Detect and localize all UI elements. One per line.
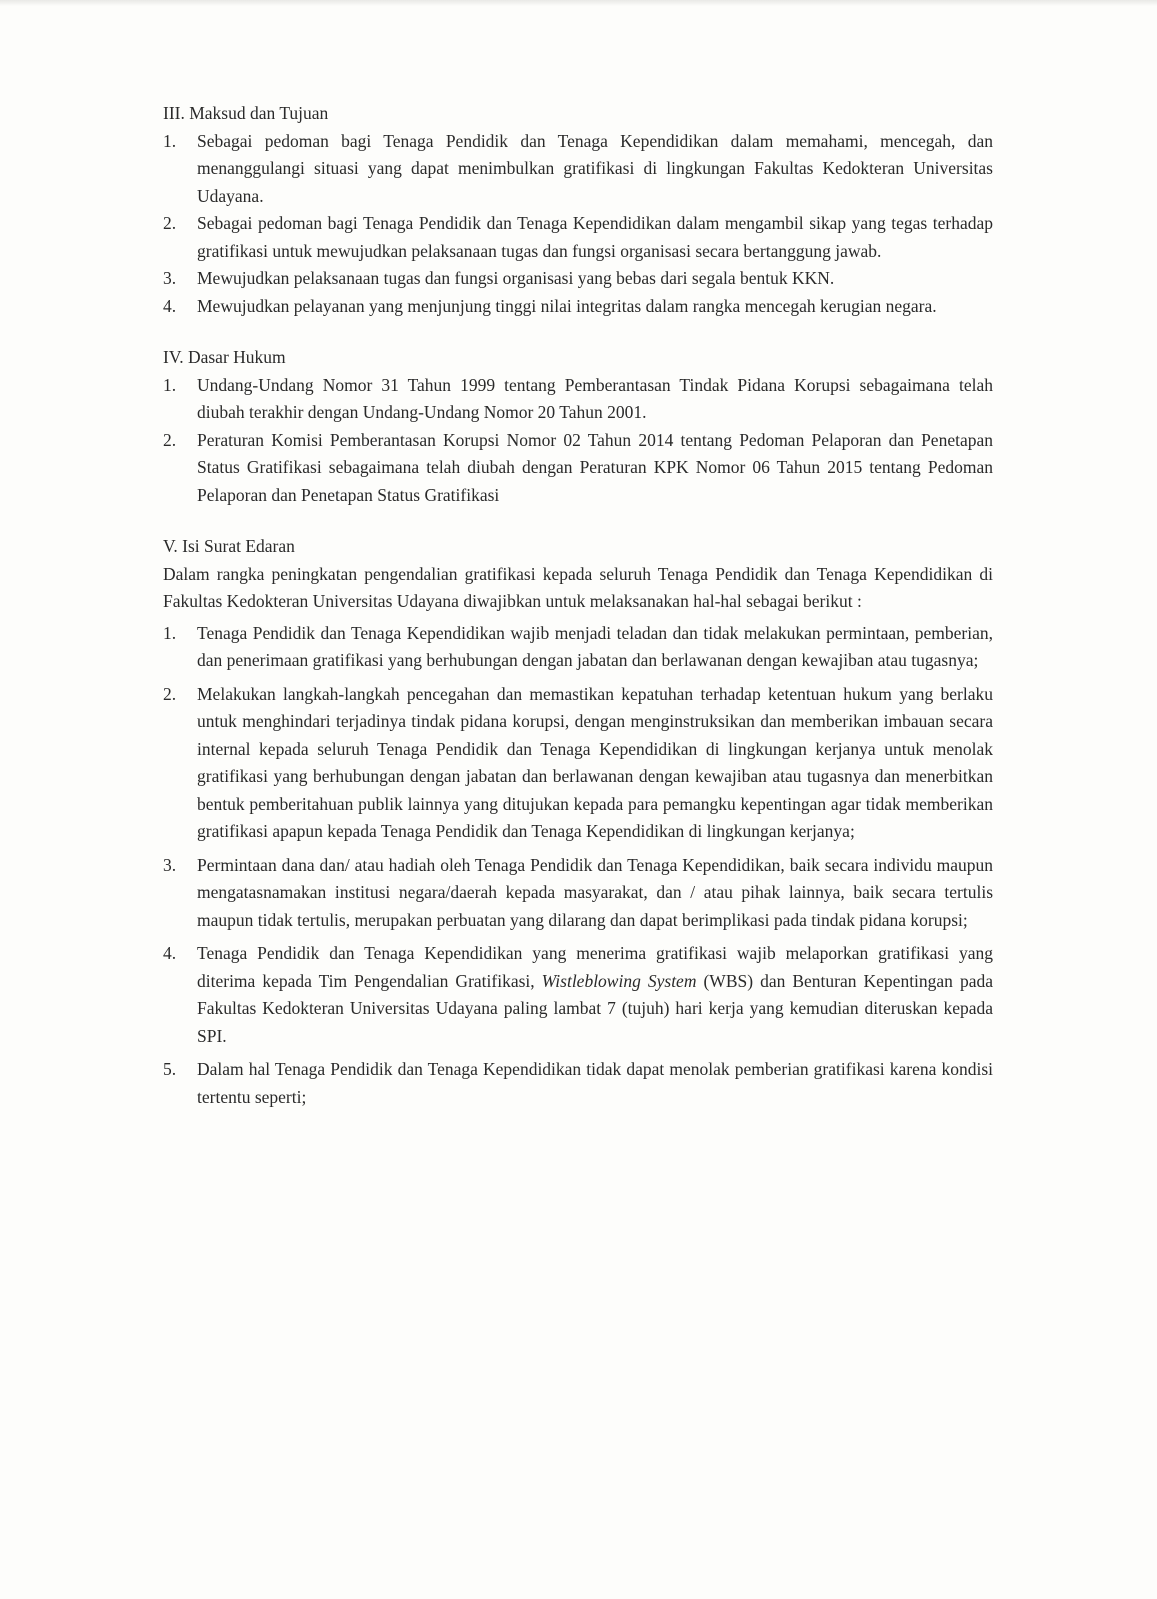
item-text: Dalam hal Tenaga Pendidik dan Tenaga Kependidikan tidak dapat menolak pemberian gratifikasi karena kondisi tertentu seperti; [197,1059,993,1107]
item-text: Sebagai pedoman bagi Tenaga Pendidik dan Tenaga Kependidikan dalam memahami, mencegah, dan menanggulangi situasi yang dapat menimbulkan gratifikasi di lingkungan Fakultas Kedokteran Universitas Udayana. [197,130,993,206]
item-text: Permintaan dana dan/ atau hadiah oleh Tenaga Pendidik dan Tenaga Kependidikan, baik secara individu maupun mengatasnamakan institusi negara/daerah kepada masyarakat, dan / atau pihak lainnya, baik secara tertulis maupun tidak tertulis, merupakan perbuatan yang dilarang dan dapat berimplikasi pada tindak pidana korupsi; [197,854,993,930]
item-number: 3. [163,854,177,875]
list-item [163,128,993,211]
item-text: Undang-Undang Nomor 31 Tahun 1999 tentang Pemberantasan Tindak Pidana Korupsi sebagaimana telah diubah terakhir dengan Undang-Undang Nomor 20 Tahun 2001. [197,374,993,422]
list-item [163,265,993,293]
item-number: 4. [163,295,177,316]
list-item [163,681,993,846]
numbered-list [163,372,993,510]
list-item [163,852,993,935]
list-item [163,210,993,265]
item-text: Tenaga Pendidik dan Tenaga Kependidikan wajib menjadi teladan dan tidak melakukan permintaan, pemberian, dan penerimaan gratifikasi yang berhubungan dengan jabatan dan berlawanan dengan kewajiban atau tugasnya; [197,622,993,670]
item-number: 1. [163,374,177,395]
item-number: 1. [163,130,177,151]
item-text-before: Tenaga Pendidik dan Tenaga Kependidikan yang menerima gratifikasi wajib melaporkan gratifikasi yang diterima kepada Tim Pengendalian Gratifikasi, [197,943,993,991]
list-item [163,1056,993,1111]
section-dasar-hukum [163,344,993,509]
section-maksud-tujuan [163,100,993,320]
item-number: 1. [163,622,177,643]
document-page [163,100,993,1117]
item-number: 3. [163,268,177,288]
item-text: Melakukan langkah-langkah pencegahan dan memastikan kepatuhan terhadap ketentuan hukum yang berlaku untuk menghindari terjadinya tindak pidana korupsi, dengan menginstruksikan dan memberikan imbauan secara internal kepada seluruh Tenaga Pendidik dan Tenaga Kependidikan di lingkungan kerjanya untuk menolak gratifikasi yang berhubungan dengan jabatan dan berlawanan dengan kewajiban atau tugasnya dan menerbitkan bentuk pemberitahuan publik lainnya yang ditujukan kepada para pemangku kepentingan agar tidak memberikan gratifikasi apapun kepada Tenaga Pendidik dan Tenaga Kependidikan di lingkungan kerjanya; [197,683,993,841]
section-isi-surat-edaran [163,533,993,1111]
scan-edge [0,0,1157,6]
section-heading: IV. Dasar Hukum [163,347,286,367]
item-text-italic: Wistleblowing System [541,970,697,991]
item-text: Sebagai pedoman bagi Tenaga Pendidik dan Tenaga Kependidikan dalam mengambil sikap yang tegas terhadap gratifikasi untuk mewujudkan pelaksanaan tugas dan fungsi organisasi secara bertanggung jawab. [197,213,993,261]
section-intro: Dalam rangka peningkatan pengendalian gratifikasi kepada seluruh Tenaga Pendidik dan Tenaga Kependidikan di Fakultas Kedokteran Universitas Udayana diwajibkan untuk melaksanakan hal-hal sebagai berikut : [163,563,993,611]
list-item [163,940,993,1050]
list-item [163,620,993,675]
item-number: 2. [163,683,177,704]
item-number: 4. [163,943,177,963]
numbered-list [163,620,993,1112]
item-number: 2. [163,213,177,233]
list-item [163,427,993,510]
list-item [163,372,993,427]
list-item [163,293,993,321]
item-text: Peraturan Komisi Pemberantasan Korupsi Nomor 02 Tahun 2014 tentang Pedoman Pelaporan dan Penetapan Status Gratifikasi sebagaimana telah diubah dengan Peraturan KPK Nomor 06 Tahun 2015 tentang Pedoman Pelaporan dan Penetapan Status Gratifikasi [197,429,993,505]
section-heading: III. Maksud dan Tujuan [163,103,329,123]
section-heading: V. Isi Surat Edaran [163,536,295,556]
item-text-after: (WBS) dan Benturan Kepentingan pada Fakultas Kedokteran Universitas Udayana paling lambat 7 (tujuh) hari kerja yang kemudian diteruskan kepada SPI. [197,970,993,1046]
item-text: Mewujudkan pelaksanaan tugas dan fungsi organisasi yang bebas dari segala bentuk KKN. [197,268,835,288]
item-text: Mewujudkan pelayanan yang menjunjung tinggi nilai integritas dalam rangka mencegah kerugian negara. [197,295,937,316]
numbered-list [163,128,993,321]
item-number: 2. [163,429,177,450]
item-number: 5. [163,1059,177,1079]
